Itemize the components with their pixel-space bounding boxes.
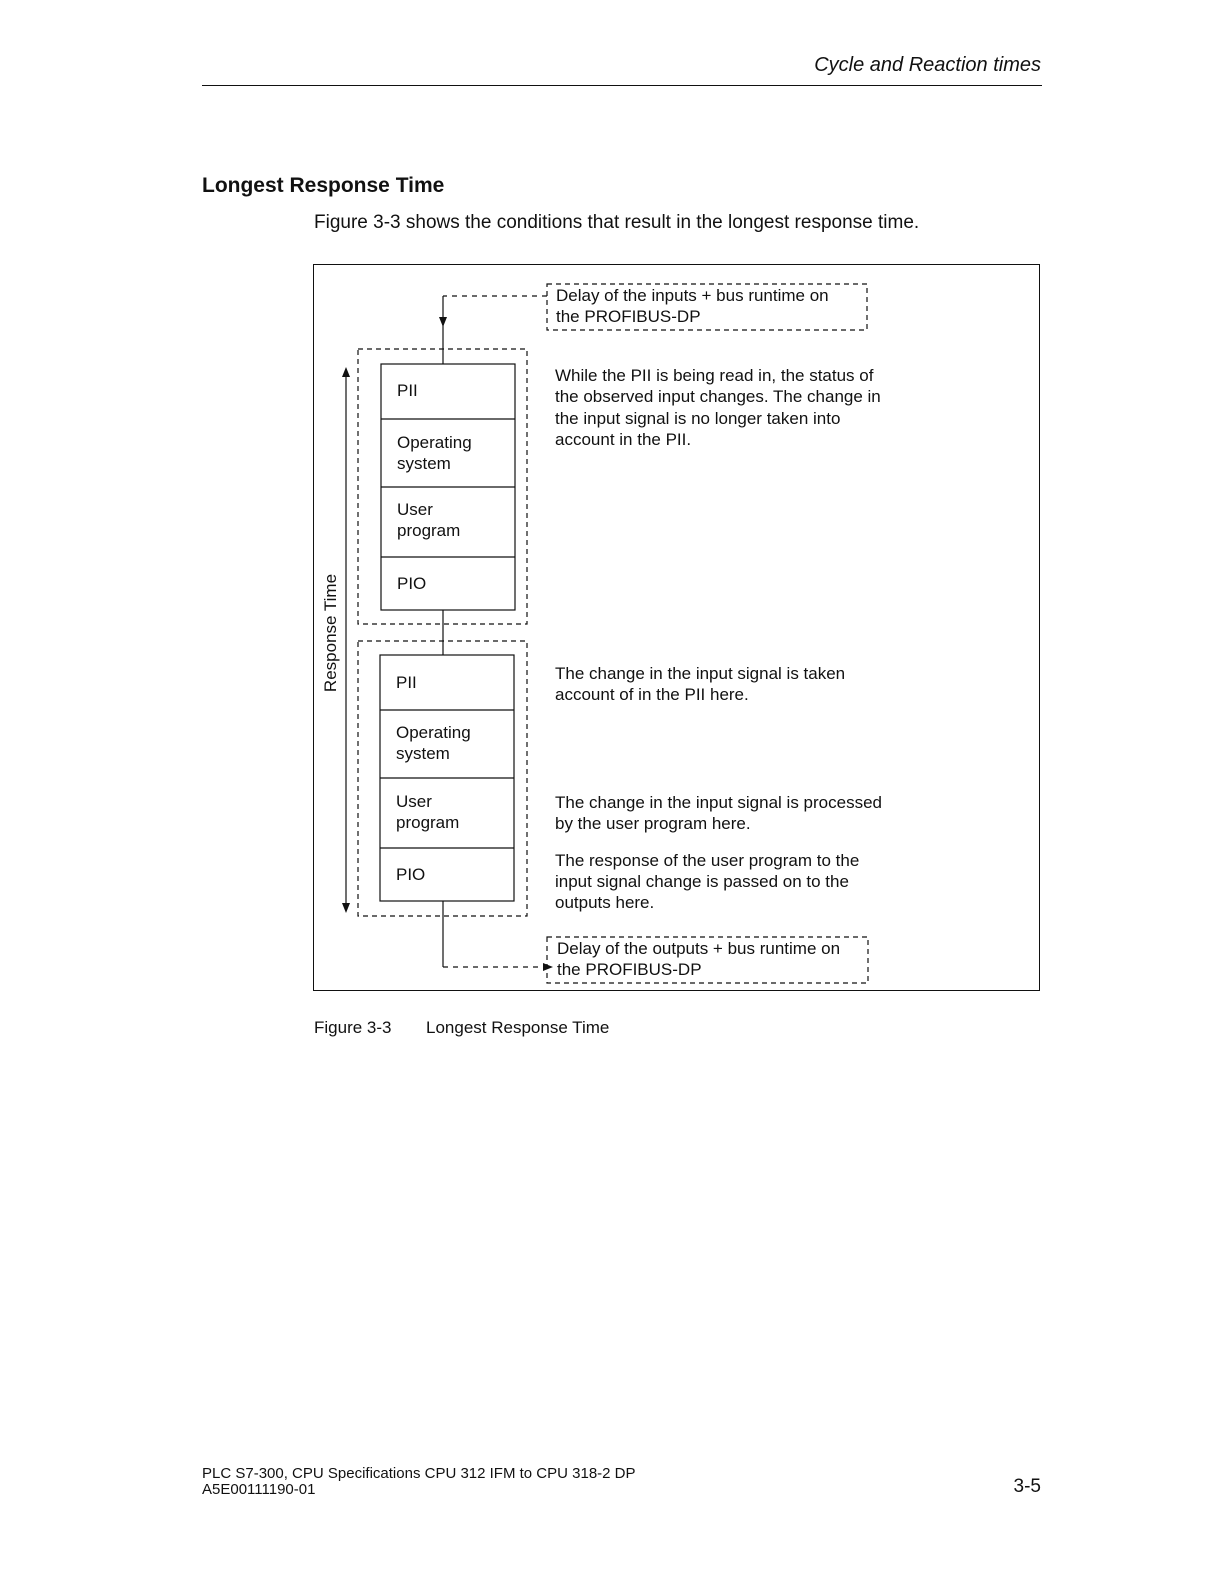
footer-title: PLC S7-300, CPU Specifications CPU 312 IFM to CPU 318-2 DP <box>202 1465 636 1482</box>
cycle2-os-label-line2: system <box>396 744 450 763</box>
note1-line2: the observed input changes. The change in <box>555 387 881 406</box>
top-delay-line1: Delay of the inputs + bus runtime on <box>556 286 829 305</box>
figure-caption-number: Figure 3-3 <box>314 1018 392 1037</box>
cycle1-user-label-line2: program <box>397 521 461 540</box>
cycle1-os-label-line1: Operating <box>397 433 472 452</box>
cycle1-os-label-line2: system <box>397 454 451 473</box>
response-time-label: Response Time <box>321 573 340 693</box>
footer-doc-number: A5E00111190-01 <box>202 1481 316 1498</box>
note3-line2: by the user program here. <box>555 814 751 833</box>
note1-line4: account in the PII. <box>555 430 692 449</box>
cycle2-pio-label: PIO <box>396 865 426 884</box>
cycle2-user-label-line2: program <box>396 813 460 832</box>
cycle2-pii-label: PII <box>396 673 417 692</box>
top-delay-line2: the PROFIBUS-DP <box>556 307 701 326</box>
figure-caption-text: Longest Response Time <box>426 1018 610 1037</box>
note3-line1: The change in the input signal is processed <box>555 793 882 812</box>
running-header: Cycle and Reaction times <box>814 54 1041 76</box>
cycle1-pio-label: PIO <box>397 574 427 593</box>
note1-line3: the input signal is no longer taken into <box>555 409 841 428</box>
cycle2-user-label-line1: User <box>396 792 432 811</box>
note4-line1: The response of the user program to the <box>555 851 860 870</box>
note2-line1: The change in the input signal is taken <box>555 664 846 683</box>
cycle1-pii-label: PII <box>397 381 418 400</box>
page-number: 3-5 <box>1013 1476 1041 1497</box>
section-title: Longest Response Time <box>202 174 445 197</box>
note2-line2: account of in the PII here. <box>555 685 749 704</box>
note4-line3: outputs here. <box>555 893 655 912</box>
note4-line2: input signal change is passed on to the <box>555 872 849 891</box>
cycle1-user-label-line1: User <box>397 500 433 519</box>
intro-paragraph: Figure 3-3 shows the conditions that result in the longest response time. <box>314 212 920 233</box>
cycle2-os-label-line1: Operating <box>396 723 471 742</box>
bottom-delay-line1: Delay of the outputs + bus runtime on <box>557 939 841 958</box>
note1-line1: While the PII is being read in, the status of <box>555 366 874 385</box>
bottom-delay-line2: the PROFIBUS-DP <box>557 960 702 979</box>
